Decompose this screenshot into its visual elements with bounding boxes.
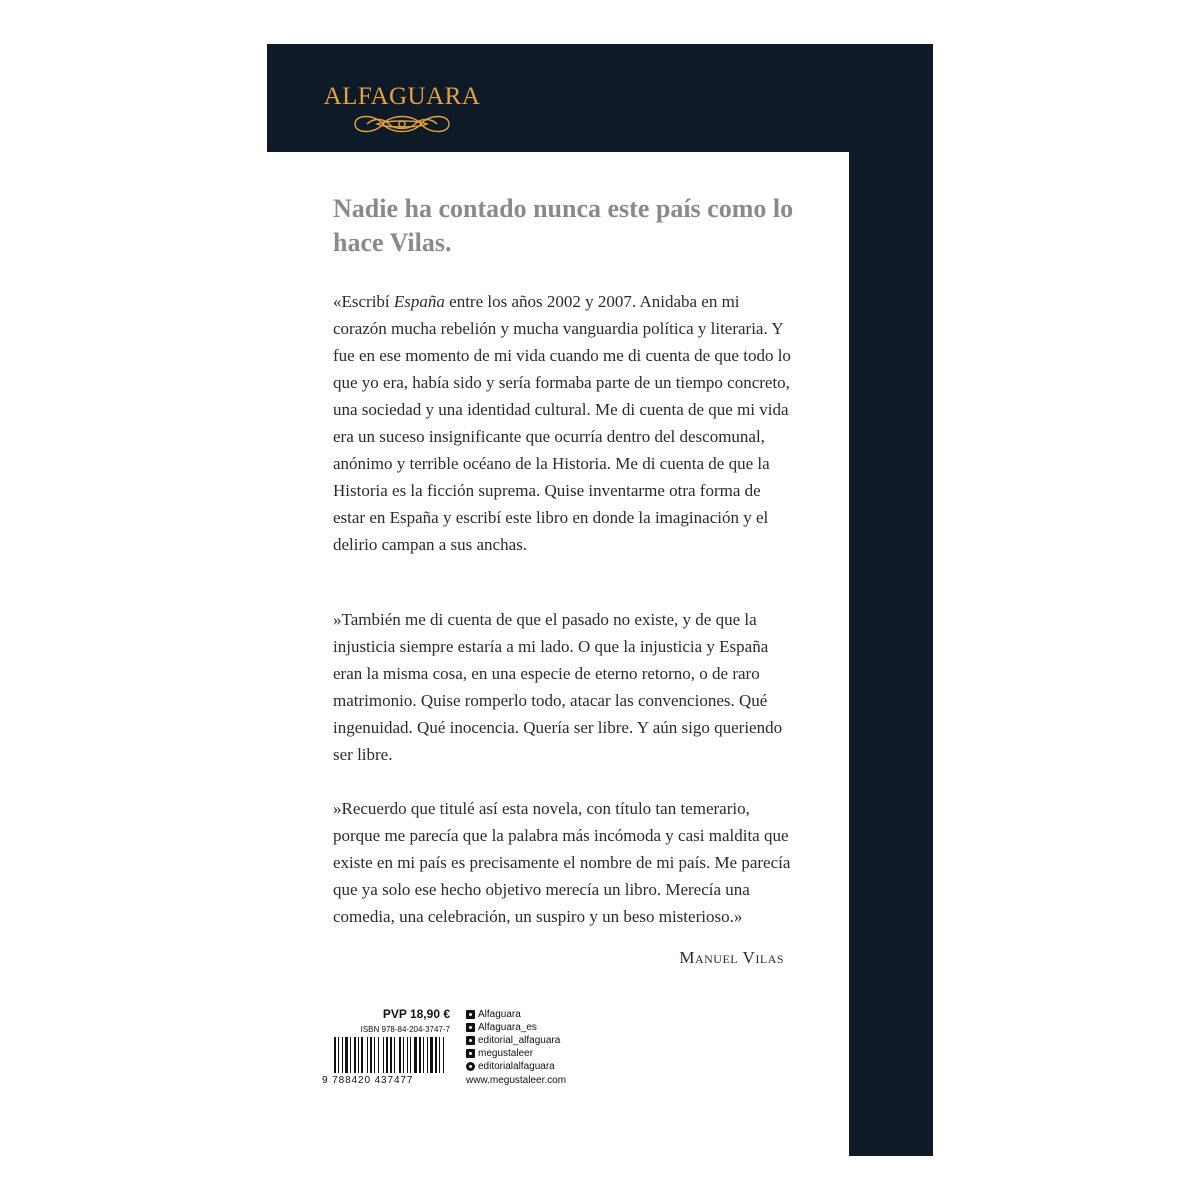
social-handle: editorial_alfaguara bbox=[478, 1035, 561, 1046]
social-row-twitter bbox=[466, 1021, 596, 1034]
social-handle: megustaleer bbox=[478, 1048, 534, 1059]
paragraph-1 bbox=[333, 288, 793, 558]
social-handle: Alfaguara bbox=[478, 1009, 521, 1020]
barcode bbox=[333, 1037, 456, 1073]
logo-text: ALFAGUARA bbox=[323, 83, 481, 110]
facebook-icon bbox=[466, 1010, 475, 1019]
twitter-icon bbox=[466, 1023, 475, 1032]
website-link: www.megustaleer.com bbox=[466, 1075, 567, 1086]
book-title: España bbox=[393, 292, 445, 311]
logo-flourish-icon bbox=[347, 112, 457, 136]
social-handle: Alfaguara_es bbox=[478, 1022, 537, 1033]
price-label: PVP 18,90 € bbox=[382, 1007, 450, 1021]
social-links bbox=[466, 1008, 596, 1087]
isbn-label: ISBN 978-84-204-3747-7 bbox=[360, 1025, 450, 1034]
barcode-digits: 9 788420 437477 bbox=[322, 1075, 414, 1086]
social-row-spotify bbox=[466, 1060, 596, 1073]
alfaguara-logo bbox=[322, 82, 482, 142]
social-row-facebook bbox=[466, 1008, 596, 1021]
author-signature: Manuel Vilas bbox=[679, 948, 784, 967]
social-handle: editorialalfaguara bbox=[478, 1061, 555, 1072]
right-dark-band bbox=[849, 44, 933, 1156]
youtube-icon bbox=[466, 1049, 475, 1058]
social-row-instagram bbox=[466, 1034, 596, 1047]
spotify-icon bbox=[466, 1062, 475, 1071]
instagram-icon bbox=[466, 1036, 475, 1045]
paragraph-1-open: «Escribí bbox=[333, 292, 394, 311]
paragraph-2: »También me di cuenta de que el pasado no existe, y de que la injusticia siempre estaría a mi lado. O que la injusticia y España eran la misma cosa, en una especie de eterno retorno, o de raro matrimonio. Quise romperlo todo, atacar las convenciones. Qué ingenuidad. Qué inocencia. Quería ser libre. Y aún sigo queriendo ser libre. bbox=[333, 610, 783, 764]
social-row-youtube bbox=[466, 1047, 596, 1060]
headline: Nadie ha contado nunca este país como lo hace Vilas. bbox=[333, 194, 794, 257]
paragraph-1-rest: entre los años 2002 y 2007. Anidaba en mi corazón mucha rebelión y mucha vanguardia política y literaria. Y fue en ese momento de mi vida cuando me di cuenta de que todo lo que yo era, había sido y sería formaba parte de un tiempo concreto, una sociedad y una identidad cultural. Me di cuenta de que mi vida era un suceso insignificante que ocurría dentro del descomunal, anónimo y terrible océano de la Historia. Me di cuenta de que la Historia es la ficción suprema. Quise inventarme otra forma de estar en España y escribí este libro en donde la imaginación y el delirio campan a sus anchas. bbox=[333, 292, 791, 554]
paragraph-3: »Recuerdo que titulé así esta novela, con título tan temerario, porque me parecía que la palabra más incómoda y casi maldita que existe en mi país es precisamente el nombre de mi país. Me parecía que ya solo ese hecho objetivo merecía un libro. Merecía una comedia, una celebración, un suspiro y un beso misterioso.» bbox=[333, 799, 791, 926]
